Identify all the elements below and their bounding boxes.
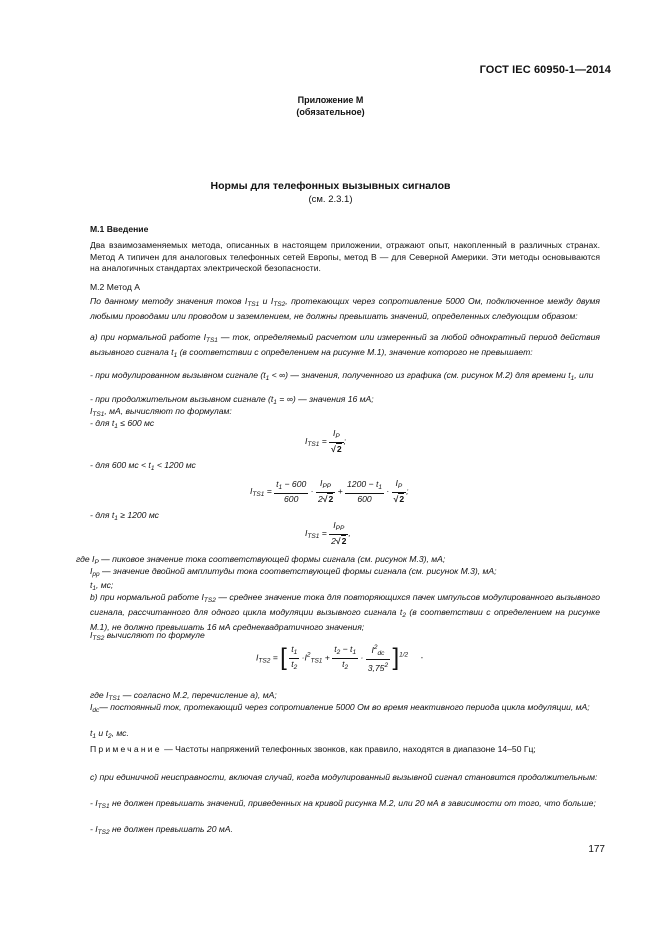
note-label: Примечание — [90, 744, 162, 754]
m2-its2-intro: $I_{TS2}$ вычисляют по формуле — [90, 630, 205, 642]
m2-case-1-label: - для $t_1 \le 600$ мс — [90, 418, 155, 430]
formula-its2: $I_{TS2}$ = [ $\frac{t_1}{t_2}$ $\cdot I^2_{TS1}$ + $\frac{t_2 - t_1}{t_2}$ · $\frac{I^2_{dc}}{3,75^2}$ ]$^{1/2}$ - — [256, 643, 423, 673]
m2-case-2-label: - для 600 мс < $t_1 < 1200$ мс — [90, 460, 196, 472]
section-m2-heading: М.2 Метод А — [90, 282, 141, 292]
m2-where-ip: где $I_P$ — пиковое значение тока соответствующей формы сигнала (см. рисунок М.3), мА; — [76, 554, 446, 566]
formula-its1-case3: $I_{TS1}$ = $\frac{I_{PP}}{2√2}$ , — [305, 520, 351, 546]
section-m1-text: Два взаимозаменяемых метода, описанных в настоящем приложении, отражают опыт, накопленный в различных странах. Метод А типичен для аналоговых телефонных сетей Европы, метод В — для Северной Америки. Эти методы основываются на аналогичных стандартах электрической безопасности. — [90, 239, 600, 274]
appendix-heading — [0, 94, 661, 118]
m2-where-its1: где $I_{TS1}$ — согласно М.2, перечисление а), мА; — [90, 690, 277, 702]
m2-item-b: b) при нормальной работе $I_{TS2}$ — среднее значение тока для повторяющихся пачек импульсов модулированного вызывного сигнала, рассчитанного для одного цикла модуляции вызывного сигнала $t_2$ (в соответствии с определением на рисунке М.1), не должно превышать 16 мА среднеквадратичного значения; — [90, 592, 600, 632]
m2-where-idc: $I_{dc}—$ постоянный ток, протекающий через сопротивление 5000 Ом во время неактивного периода цикла модуляции, мА; — [90, 702, 590, 714]
m2-case-3-label: - для $t_1 \ge 1200$ мс — [90, 510, 159, 522]
m2-where-t1: $t_1$, мс; — [90, 580, 114, 592]
m2-item-a-mod: - при модулированном вызывном сигнале ($t_1$ < ∞) — значения, полученного из графика (см. рисунок М.2) для времени $t_1$, или — [90, 370, 594, 382]
appendix-status: (обязательное) — [296, 107, 365, 117]
m2-where-ipp: $I_{pp}$ — значение двойной амплитуды тока соответствующей формы сигнала (см. рисунок М.3), мА; — [90, 566, 497, 578]
m2-item-c-its1: - $I_{TS1}$ не должен превышать значений, приведенных на кривой рисунка М.2, или 20 мА в зависимости от того, что больше; — [90, 798, 596, 810]
standard-header: ГОСТ IEC 60950-1—2014 — [479, 64, 611, 76]
formula-its1-case1: $I_{TS1}$ = $\frac{I_P}{√2}$ ; — [305, 428, 347, 454]
m2-where-t1-t2: $t_1$ и $t_2$, мс. — [90, 728, 129, 740]
m2-paragraph-1: По данному методу значения токов $I_{TS1}$ и $I_{TS2}$, протекающих через сопротивление 5000 Ом, подключенное между двумя любыми проводами или проводом и заземлением, не должны превышать значений, определенных следующим образом: — [90, 296, 600, 321]
m2-calc-intro: $I_{TS1}$, мА, вычисляют по формулам: — [90, 406, 232, 418]
section-m1 — [90, 224, 600, 275]
formula-its1-case2: $I_{TS1}$ = $\frac{t_1 - 600}{600}$ · $\frac{I_{PP}}{2√2}$ + $\frac{1200 - t_1}{600}$ · $\frac{I_P}{√2}$ ; — [250, 478, 409, 504]
document-title: Нормы для телефонных вызывных сигналов — [210, 180, 451, 192]
m2-item-a: а) при нормальной работе $I_{TS1}$ — ток, определяемый расчетом или измеренный за любой однократный период действия вызывного сигнала $t_1$ (в соответствии с определением на рисунке М.1), значение которого не превышает: — [90, 332, 600, 359]
section-m1-heading: М.1 Введение — [90, 224, 149, 234]
m2-item-a-cont: - при продолжительном вызывном сигнале ($t_1$ = ∞) — значения 16 мА; — [90, 394, 374, 406]
m2-note — [90, 744, 600, 756]
note-text: — Частоты напряжений телефонных звонков, как правило, находятся в диапазоне 14–50 Гц; — [161, 744, 536, 754]
m2-item-c: с) при единичной неисправности, включая случай, когда модулированный вызывной сигнал становится продолжительным: — [90, 772, 598, 782]
appendix-title: Приложение М — [297, 95, 364, 105]
document-reference: (см. 2.3.1) — [308, 194, 353, 205]
m2-item-c-its2: - $I_{TS2}$ не должен превышать 20 мА. — [90, 824, 233, 836]
page-number: 177 — [588, 844, 605, 855]
